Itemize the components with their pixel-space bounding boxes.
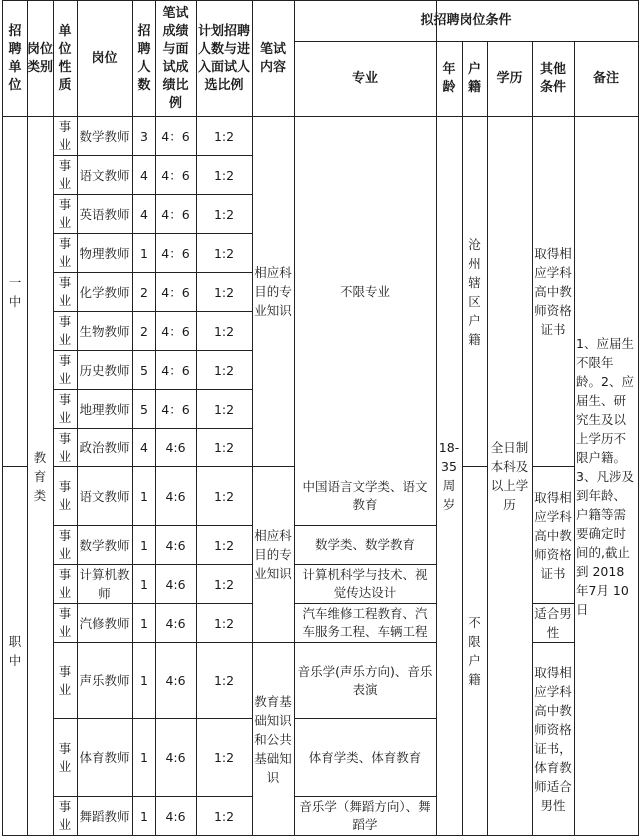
row-nature: 事业 (58, 528, 72, 561)
row-major: 音乐学（舞蹈方向）、舞蹈学 (299, 799, 431, 832)
other-yizhong: 取得相应学科高中教师资格证书 (534, 246, 572, 337)
age-requirement: 18-35周岁 (438, 440, 460, 512)
row-nature: 事业 (58, 430, 72, 464)
row-interview-ratio: 1:2 (213, 323, 235, 339)
row-nature: 事业 (58, 606, 72, 639)
row-position: 数学教师 (79, 128, 130, 144)
row-headcount: 1 (140, 537, 148, 553)
row-score-ratio: 4:6 (165, 750, 186, 765)
row-major: 汽车维修工程教育、汽车服务工程、车辆工程 (302, 606, 428, 639)
row-headcount: 1 (140, 673, 148, 688)
row-interview-ratio: 1:2 (213, 440, 235, 455)
row-interview-ratio: 1:2 (213, 537, 235, 553)
header-education: 学历 (496, 70, 523, 86)
row-headcount: 3 (140, 128, 148, 144)
header-exam-content: 笔试内容 (259, 41, 286, 75)
hukou-yizhong: 沧州辖区户籍 (468, 236, 481, 347)
other-auto-repair: 适合男性 (534, 606, 572, 640)
remarks: 1、应届生不限年龄。2、应届生、研究生及以上学历不限户籍。3、凡涉及到年龄、户籍等需要确定时间的,截止到 2018年7月 10日 (576, 335, 634, 617)
exam-content-zhizhong-b: 教育基础知识和公共基础知识 (254, 693, 292, 785)
row-headcount: 1 (140, 245, 148, 261)
row-nature: 事业 (58, 197, 72, 230)
row-position: 汽修教师 (79, 615, 130, 631)
row-position: 语文教师 (79, 167, 130, 183)
row-position: 生物教师 (79, 323, 130, 339)
row-interview-ratio: 1:2 (213, 750, 235, 765)
row-interview-ratio: 1:2 (213, 362, 235, 378)
row-major: 计算机科学与技术、视觉传达设计 (302, 567, 428, 600)
exam-content-yizhong: 相应科目的专业知识 (254, 265, 292, 318)
row-nature: 事业 (58, 392, 72, 425)
row-headcount: 4 (140, 440, 148, 455)
row-headcount: 1 (140, 576, 148, 592)
header-other: 其他条件 (539, 61, 566, 95)
row-score-ratio: 4:6 (165, 808, 186, 824)
hukou-zhizhong: 不限户籍 (468, 615, 481, 687)
row-position: 物理教师 (79, 245, 130, 261)
row-score-ratio: 4：6 (161, 245, 190, 261)
row-score-ratio: 4:6 (165, 576, 186, 592)
row-headcount: 5 (140, 401, 148, 417)
row-score-ratio: 4：6 (161, 128, 190, 144)
row-score-ratio: 4：6 (161, 362, 190, 378)
row-nature: 事业 (58, 353, 72, 386)
row-position: 政治教师 (79, 440, 130, 455)
row-headcount: 4 (140, 206, 148, 222)
unit-zhizhong: 职中 (8, 634, 22, 668)
row-major: 音乐学(声乐方向)、音乐表演 (297, 663, 433, 697)
header-score-ratio: 笔试成绩与面试成绩比例 (162, 5, 189, 111)
row-headcount: 1 (140, 750, 148, 765)
row-nature: 事业 (58, 740, 72, 774)
header-unit: 招聘单位 (8, 23, 22, 93)
row-interview-ratio: 1:2 (213, 576, 235, 592)
row-position: 语文教师 (79, 488, 130, 504)
row-score-ratio: 4：6 (161, 167, 190, 183)
grid-line (638, 0, 639, 836)
row-score-ratio: 4:6 (165, 673, 186, 688)
major-yizhong: 不限专业 (339, 284, 390, 299)
row-position: 化学教师 (79, 284, 130, 300)
row-position: 舞蹈教师 (79, 808, 130, 824)
header-age: 年龄 (442, 61, 456, 95)
row-headcount: 4 (140, 167, 148, 183)
header-headcount: 招聘人数 (137, 23, 151, 93)
header-hukou: 户籍 (467, 61, 481, 95)
row-interview-ratio: 1:2 (213, 167, 235, 183)
row-nature: 事业 (58, 119, 72, 152)
row-score-ratio: 4：6 (161, 323, 190, 339)
row-headcount: 1 (140, 615, 148, 631)
unit-yizhong: 一中 (8, 274, 22, 309)
row-score-ratio: 4：6 (161, 284, 190, 300)
row-position: 历史教师 (79, 362, 130, 378)
post-category: 教育类 (33, 449, 47, 503)
header-interview-ratio: 计划招聘人数与进入面试人选比例 (198, 23, 251, 93)
row-nature: 事业 (58, 663, 72, 697)
row-nature: 事业 (58, 314, 72, 347)
header-unit-nature: 单位性质 (58, 23, 72, 93)
row-nature: 事业 (58, 236, 72, 269)
row-interview-ratio: 1:2 (213, 808, 235, 824)
other-zhizhong-a: 取得相应学科高中教师资格证书 (534, 489, 572, 581)
exam-content-zhizhong-a: 相应科目的专业知识 (254, 528, 292, 581)
row-nature: 事业 (58, 479, 72, 512)
header-post-category: 岗位类别 (27, 41, 53, 75)
row-interview-ratio: 1:2 (213, 245, 235, 261)
row-position: 体育教师 (79, 750, 130, 765)
header-major: 专业 (351, 70, 378, 86)
header-conditions: 拟招聘岗位条件 (420, 13, 512, 28)
row-interview-ratio: 1:2 (213, 401, 235, 417)
row-score-ratio: 4：6 (161, 401, 190, 417)
row-position: 地理教师 (79, 401, 130, 417)
row-position: 计算机教师 (79, 567, 130, 601)
row-interview-ratio: 1:2 (213, 128, 235, 144)
row-position: 声乐教师 (79, 673, 130, 688)
row-position: 英语教师 (79, 206, 130, 222)
row-score-ratio: 4:6 (165, 615, 186, 631)
row-interview-ratio: 1:2 (213, 284, 235, 300)
row-interview-ratio: 1:2 (213, 206, 235, 222)
row-headcount: 1 (140, 808, 148, 824)
row-headcount: 2 (140, 323, 148, 339)
row-score-ratio: 4：6 (161, 206, 190, 222)
header-position: 岗位 (91, 50, 118, 66)
other-zhizhong-b: 取得相应学科高中教师资格证书，体育教师适合男性 (534, 665, 572, 813)
row-score-ratio: 4:6 (165, 488, 186, 504)
row-nature: 事业 (58, 158, 72, 191)
row-headcount: 1 (140, 488, 148, 504)
row-position: 数学教师 (79, 537, 130, 553)
row-interview-ratio: 1:2 (213, 488, 235, 504)
row-major: 体育学类、体育教育 (308, 749, 422, 765)
row-interview-ratio: 1:2 (213, 673, 235, 688)
row-score-ratio: 4:6 (165, 440, 186, 455)
row-major: 中国语言文学类、语文教育 (302, 479, 428, 512)
row-major: 数学类、数学教育 (314, 537, 415, 552)
header-remarks: 备注 (592, 70, 619, 86)
education-requirement: 全日制本科及以上学历 (490, 440, 529, 512)
row-nature: 事业 (58, 799, 72, 832)
row-headcount: 5 (140, 362, 148, 378)
row-interview-ratio: 1:2 (213, 615, 235, 631)
row-nature: 事业 (58, 567, 72, 600)
row-headcount: 2 (140, 284, 148, 300)
row-nature: 事业 (58, 275, 72, 308)
row-score-ratio: 4:6 (165, 537, 186, 553)
